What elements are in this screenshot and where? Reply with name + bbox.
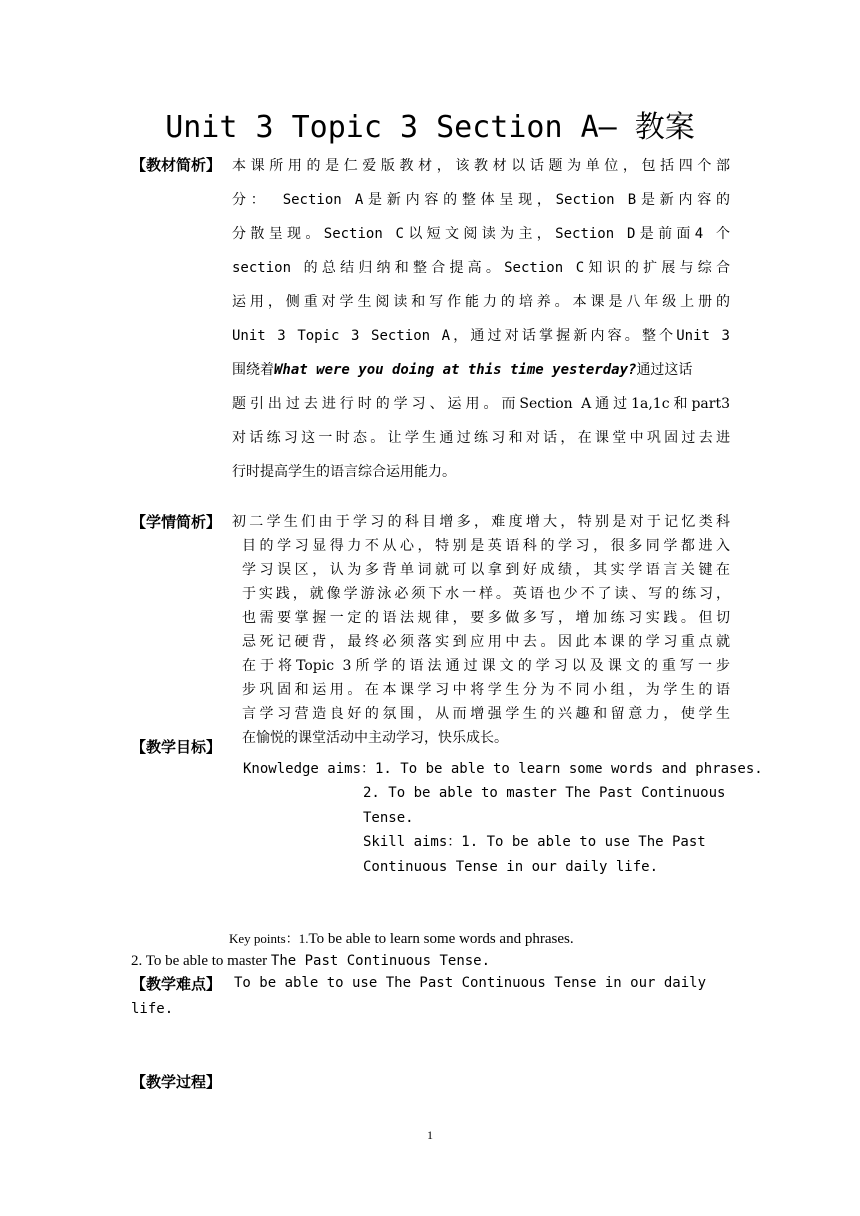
text-line: 步巩固和运用。在本课学习中将学生分为不同小组，为学生的语	[242, 682, 730, 698]
text-line: Unit 3 Topic 3 Section A，通过对话掌握新内容。整个Unit 3	[232, 328, 730, 344]
text-fragment: 通过这话	[636, 362, 693, 378]
document-title: Unit 3 Topic 3 Section A— 教案	[165, 110, 695, 145]
text-line: 言学习营造良好的氛围，从而增强学生的兴趣和留意力，使学生	[242, 706, 730, 722]
text-line: 运用，侧重对学生阅读和写作能力的培养。本课是八年级上册的	[232, 294, 730, 310]
text-line: 行时提高学生的语言综合运用能力。	[232, 464, 456, 480]
page-number: 1	[427, 1128, 433, 1142]
text-line: 分散呈现。Section C以短文阅读为主，Section D是前面4 个	[232, 226, 730, 242]
key-points-text: To be able to learn some words and phrases.	[308, 931, 574, 947]
example-question: What were you doing at this time yesterday?	[274, 362, 637, 378]
key-points-label: Key points：1.	[229, 931, 309, 946]
textbook-analysis-body	[232, 149, 730, 489]
student-analysis-heading: 【学情简析】	[131, 513, 222, 531]
skill-aim-1-cont: Continuous Tense in our daily life.	[363, 859, 659, 875]
knowledge-aim-2-cont: Tense.	[363, 810, 414, 826]
key-points-line	[229, 928, 574, 950]
text-fragment: 2. To be able to master	[131, 953, 271, 969]
teaching-objectives-heading: 【教学目标】	[131, 738, 222, 756]
text-fragment: The Past Continuous Tense.	[270, 953, 491, 969]
text-line: 本课所用的是仁爱版教材，该教材以话题为单位，包括四个部	[232, 158, 730, 174]
text-line: 对话练习这一时态。让学生通过练习和对话，在课堂中巩固过去进	[232, 430, 730, 446]
text-line: 分： Section A是新内容的整体呈现，Section B是新内容的	[232, 192, 730, 208]
key-points-line-2	[131, 950, 490, 972]
text-fragment: 围绕着	[232, 362, 274, 378]
student-analysis-body	[232, 510, 730, 750]
text-line: 也需要掌握一定的语法规律，要多做多写，增加练习实践。但切	[242, 610, 730, 626]
text-line: 忌死记硬背，最终必须落实到应用中去。因此本课的学习重点就	[242, 634, 730, 650]
text-line: 题引出过去进行时的学习、运用。而Section A通过1a,1c和part3	[232, 396, 730, 412]
text-line: 目的学习显得力不从心，特别是英语科的学习，很多同学都进入	[242, 538, 730, 554]
text-line: section 的总结归纳和整合提高。Section C知识的扩展与综合	[232, 260, 730, 276]
difficulty-line-2: life.	[131, 1001, 174, 1017]
teaching-process-heading: 【教学过程】	[131, 1073, 222, 1091]
textbook-analysis-heading: 【教材简析】	[131, 156, 222, 174]
difficulty-line-1: To be able to use The Past Continuous Tense in our daily	[234, 975, 707, 991]
skill-aim-1: Skill aims：1. To be able to use The Past	[363, 834, 706, 850]
text-line: 于实践，就像学游泳必须下水一样。英语也少不了读、写的练习，	[242, 586, 730, 602]
text-line: 在于将Topic 3所学的语法通过课文的学习以及课文的重写一步	[242, 658, 730, 674]
knowledge-aim-1: Knowledge aims：1. To be able to learn some words and phrases.	[243, 761, 763, 777]
teaching-difficulty-heading: 【教学难点】	[131, 975, 222, 993]
text-line	[232, 353, 730, 387]
text-line: 学习误区，认为多背单词就可以拿到好成绩，其实学语言关键在	[242, 562, 730, 578]
text-line: 在愉悦的课堂活动中主动学习，快乐成长。	[242, 730, 508, 746]
text-line: 初二学生们由于学习的科目增多，难度增大，特别是对于记忆类科	[232, 514, 730, 530]
knowledge-aim-2: 2. To be able to master The Past Continuous	[363, 785, 726, 801]
